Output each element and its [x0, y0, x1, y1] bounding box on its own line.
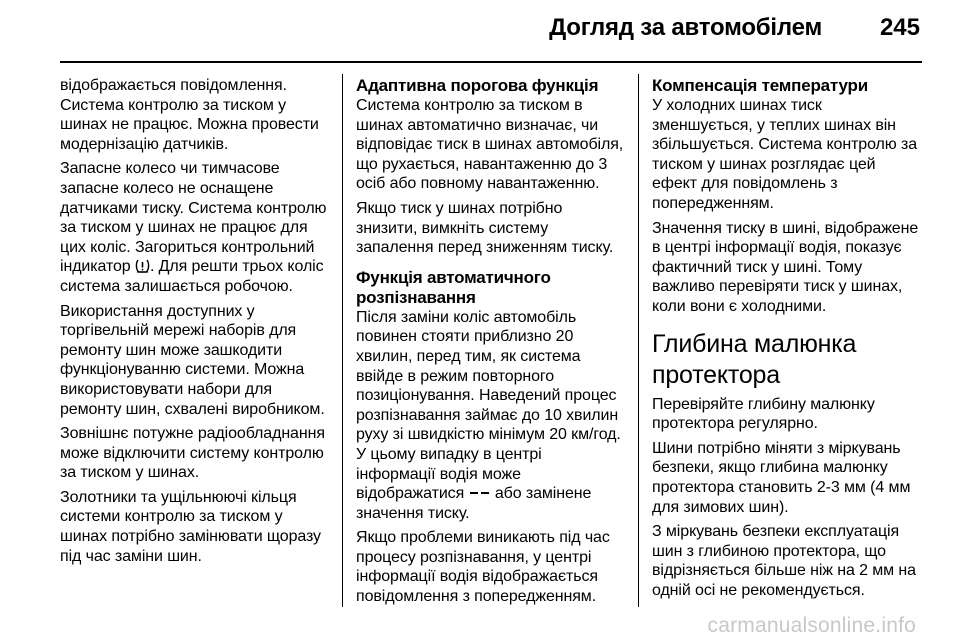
double-dash-icon — [469, 484, 491, 494]
paragraph: Якщо проблеми виникають під час процесу розпізнавання, у центрі інформації водія відображається повідомлення з попередженням. — [356, 529, 610, 606]
section-heading: Адаптивна порогова функція — [356, 76, 599, 95]
paragraph: Система контролю за тиском в шинах автоматично визначає, чи відповідає тиск в шинах автомобіля, що рухається, навантаженню до 3 осіб або повному навантаженню. — [356, 97, 624, 193]
paragraph: У холодних шинах тиск зменшується, у теплих шинах він збільшується. Система контролю за тиском у шинах розглядає цей ефект для повідомлень з попередженням. — [652, 97, 918, 212]
paragraph — [356, 308, 624, 524]
tire-pressure-warning-icon — [135, 259, 150, 273]
column-divider-1 — [342, 74, 343, 607]
paragraph: Якщо тиск у шинах потрібно знизити, вимкніть систему запалення перед зниженням тиску. — [356, 199, 614, 257]
page-number: 245 — [879, 14, 920, 41]
paragraph: Перевіряйте глибину малюнку протектора регулярно. — [652, 395, 875, 433]
paragraph: З міркувань безпеки експлуатація шин з глибиною протектора, що відрізняється більше ніж на 2 мм на одній осі не рекомендується. — [652, 523, 916, 599]
text-column-3 — [652, 76, 920, 605]
paragraph: відображається повідомлення. Система контролю за тиском у шинах не працює. Можна провести модернізацію датчиків. — [60, 77, 319, 153]
text-column-2 — [356, 76, 624, 612]
paragraph: Значення тиску в шині, відображене в центрі інформації водія, показує фактичний тиск у шині. Тому важливо перевіряти тиск у шинах, коли вони є холодними. — [652, 219, 919, 315]
section-heading: Компенсація температури — [652, 76, 868, 95]
paragraph: Шини потрібно міняти з міркувань безпеки, якщо глибина малюнку протектора становить 2-3 мм (4 мм для зимових шин). — [652, 439, 911, 516]
paragraph: Зовнішнє потужне радіообладнання може відключити систему контролю за тиском у шинах. — [60, 425, 325, 482]
paragraph: Використання доступних у торгівельній мережі наборів для ремонту шин може зашкодити функціонуванню системи. Можна використовувати набори для ремонту шин, схвалені виробником. — [60, 302, 325, 418]
section-heading: Функція автоматичного розпізнавання — [356, 267, 551, 307]
paragraph-text: . Для решти трьох коліс система залишається робочою. — [60, 258, 324, 295]
paragraph-text: Після заміни коліс автомобіль повинен стояти приблизно 20 хвилин, перед тим, як система ввійде в режим повторного позиціонування. Наведений процес розпізнавання займає до 10 хвилин руху зі швидкістю мінімум 20 км/год. У цьому випадку в центрі інформації водія може відображатися — [356, 308, 621, 503]
paragraph-text: Запасне колесо чи тимчасове запасне колесо не оснащене датчиками тиску. Система контролю за тиском у шинах не працює для цих коліс. Загориться контрольний індикатор — [60, 160, 327, 276]
text-column-1 — [60, 76, 328, 571]
chapter-heading: Глибина малюнка протектора — [652, 329, 857, 389]
column-divider-2 — [638, 74, 639, 607]
paragraph: Золотники та ущільнюючі кільця системи контролю за тиском у шинах потрібно замінювати щоразу під час заміни шин. — [60, 488, 321, 565]
paragraph-text: або замінене значення тиску. — [356, 485, 592, 522]
header-divider — [60, 61, 922, 63]
page-header-title: Догляд за автомобілем — [549, 14, 822, 41]
watermark: carmanualsonline.info — [707, 614, 916, 637]
paragraph — [60, 159, 328, 296]
